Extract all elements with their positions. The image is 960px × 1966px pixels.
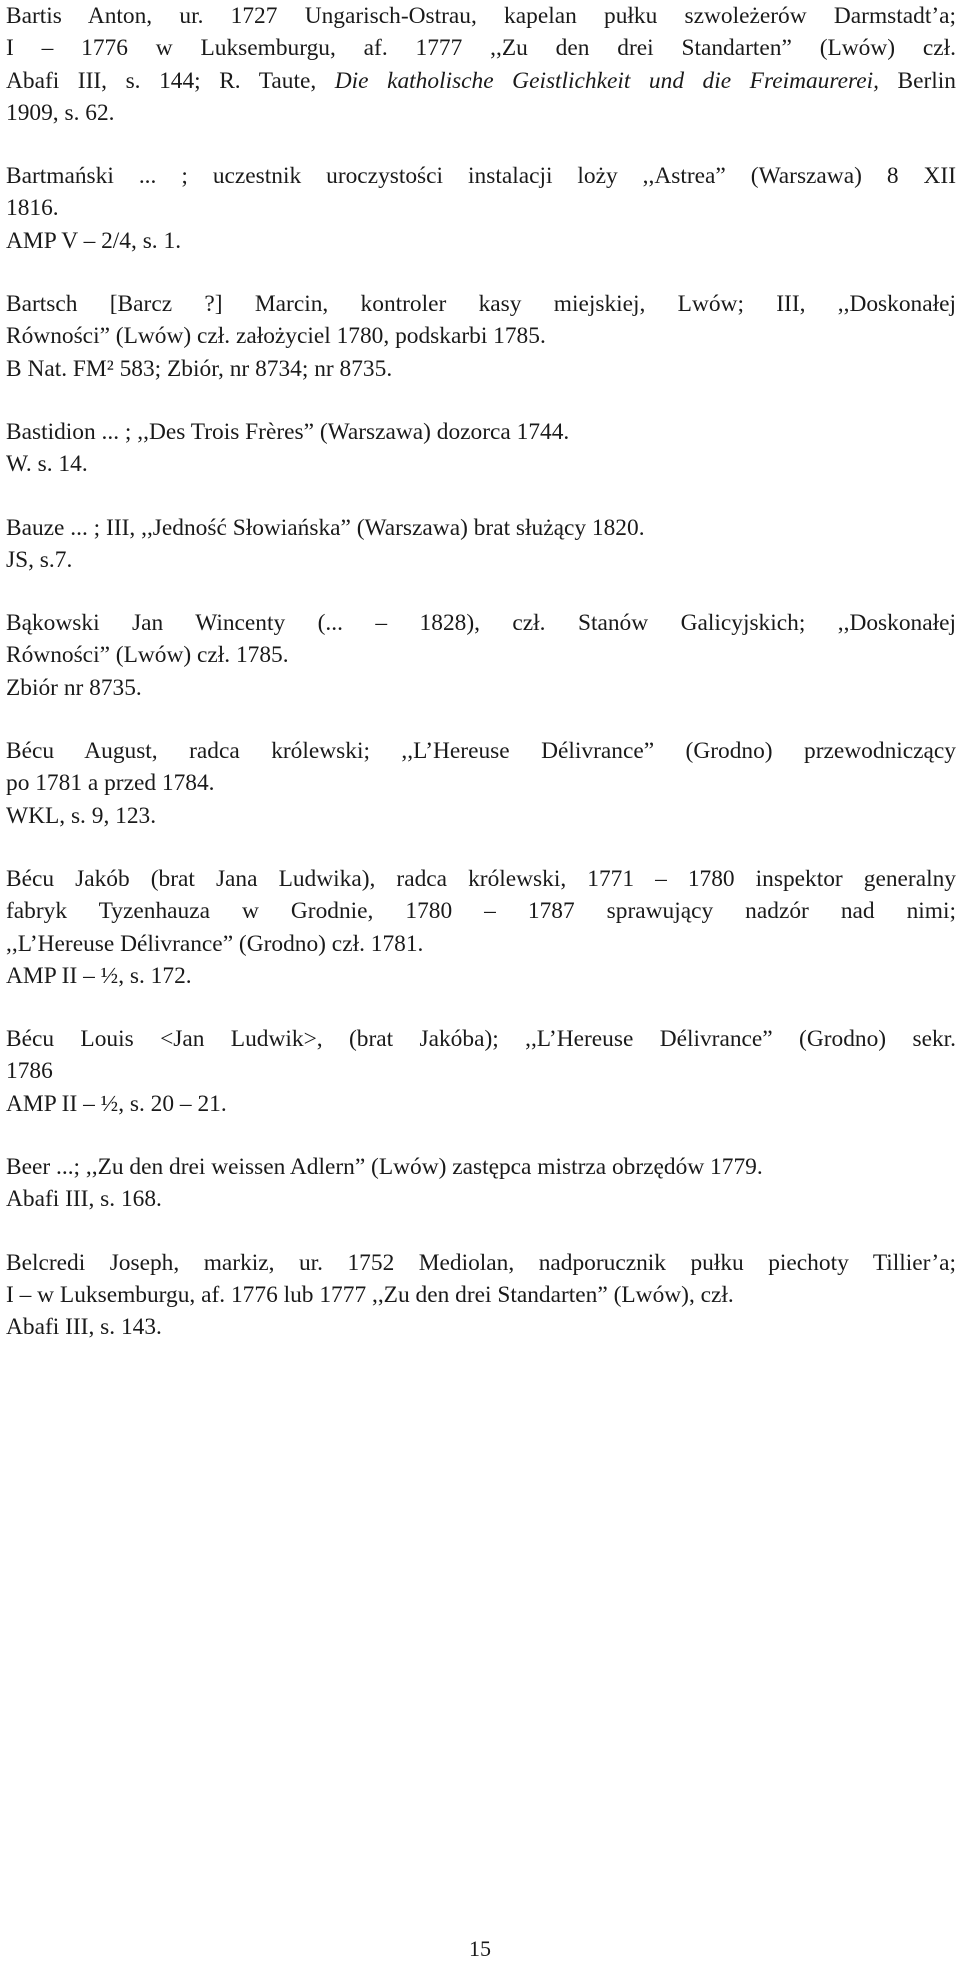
entry-line: Bartis Anton, ur. 1727 Ungarisch-Ostrau, kapelan pułku szwoleżerów Darmstadt’a; xyxy=(6,3,956,29)
entry-line: Bąkowski Jan Wincenty (... – 1828), czł. Stanów Galicyjskich; ,,Doskonałej xyxy=(6,610,956,637)
entry-beer xyxy=(6,1151,956,1216)
entry-line: fabryk Tyzenhauza w Grodnie, 1780 – 1787 sprawujący nadzór nad nimi; xyxy=(6,898,956,925)
entry-line: Abafi III, s. 168. xyxy=(6,1186,162,1213)
entry-belcredi xyxy=(6,1247,956,1344)
page-number: 15 xyxy=(469,1936,491,1961)
entry-line: WKL, s. 9, 123. xyxy=(6,802,157,829)
entry-becu-louis xyxy=(6,1023,956,1120)
entry-line: Bécu August, radca królewski; ,,L’Hereuse Délivrance” (Grodno) przewodniczący xyxy=(6,738,956,765)
entry-line: Beer ...; ,,Zu den drei weissen Adlern” (Lwów) zastępca mistrza obrzędów 1779. xyxy=(6,1154,763,1181)
entry-line: Równości” (Lwów) czł. założyciel 1780, podskarbi 1785. xyxy=(6,323,546,350)
entry-line: W. s. 14. xyxy=(6,451,88,478)
entry-line: Bartmański ... ; uczestnik uroczystości instalacji loży ,,Astrea” (Warszawa) 8 XII xyxy=(6,163,956,190)
entry-bartmanski xyxy=(6,160,956,257)
document-page xyxy=(6,0,956,1344)
entry-line: Abafi III, s. 143. xyxy=(6,1314,162,1341)
entry-becu-august xyxy=(6,735,956,832)
italic-book-title: Die katholische Geistlichkeit und die Freimaurerei, xyxy=(334,67,879,94)
entry-line: Bécu Jakób (brat Jana Ludwika), radca królewski, 1771 – 1780 inspektor generalny xyxy=(6,865,956,892)
entry-line: 1816. xyxy=(6,195,59,222)
entry-bartsch xyxy=(6,288,956,385)
entry-line: Bartsch [Barcz ?] Marcin, kontroler kasy miejskiej, Lwów; III, ,,Doskonałej xyxy=(6,291,956,318)
entry-line: po 1781 a przed 1784. xyxy=(6,770,215,797)
text-segment: Abafi III, s. 144; R. Taute, xyxy=(6,67,335,94)
entry-line: Równości” (Lwów) czł. 1785. xyxy=(6,642,289,669)
entry-line: Belcredi Joseph, markiz, ur. 1752 Mediolan, nadporucznik pułku piechoty Tillier’a; xyxy=(6,1249,956,1276)
entry-line: AMP V – 2/4, s. 1. xyxy=(6,227,182,254)
entry-bastidion xyxy=(6,416,956,481)
entry-line: AMP II – ½, s. 172. xyxy=(6,962,192,989)
entry-line: JS, s.7. xyxy=(6,546,73,573)
entry-line-with-italic-title xyxy=(6,65,956,97)
entry-line: I – w Luksemburgu, af. 1776 lub 1777 ,,Zu den drei Standarten” (Lwów), czł. xyxy=(6,1281,734,1308)
entry-line: B Nat. FM² 583; Zbiór, nr 8734; nr 8735. xyxy=(6,355,393,382)
entry-bakowski xyxy=(6,607,956,704)
entry-line: 1909, s. 62. xyxy=(6,99,115,126)
entry-becu-jakob xyxy=(6,863,956,992)
entry-line: 1786 xyxy=(6,1058,53,1085)
entry-line: Zbiór nr 8735. xyxy=(6,674,142,701)
entry-line: ,,L’Hereuse Délivrance” (Grodno) czł. 1781. xyxy=(6,930,424,957)
entry-line: AMP II – ½, s. 20 – 21. xyxy=(6,1090,227,1117)
entry-line: Bastidion ... ; ,,Des Trois Frères” (Warszawa) dozorca 1744. xyxy=(6,418,570,445)
entry-bartis xyxy=(6,0,956,129)
entry-line: Bauze ... ; III, ,,Jedność Słowiańska” (Warszawa) brat służący 1820. xyxy=(6,514,645,541)
text-segment: Berlin xyxy=(878,67,956,94)
entry-line: Bécu Louis <Jan Ludwik>, (brat Jakóba); ,,L’Hereuse Délivrance” (Grodno) sekr. xyxy=(6,1026,956,1053)
entry-line: I – 1776 w Luksemburgu, af. 1777 ,,Zu den drei Standarten” (Lwów) czł. xyxy=(6,35,956,62)
entry-bauze xyxy=(6,512,956,577)
